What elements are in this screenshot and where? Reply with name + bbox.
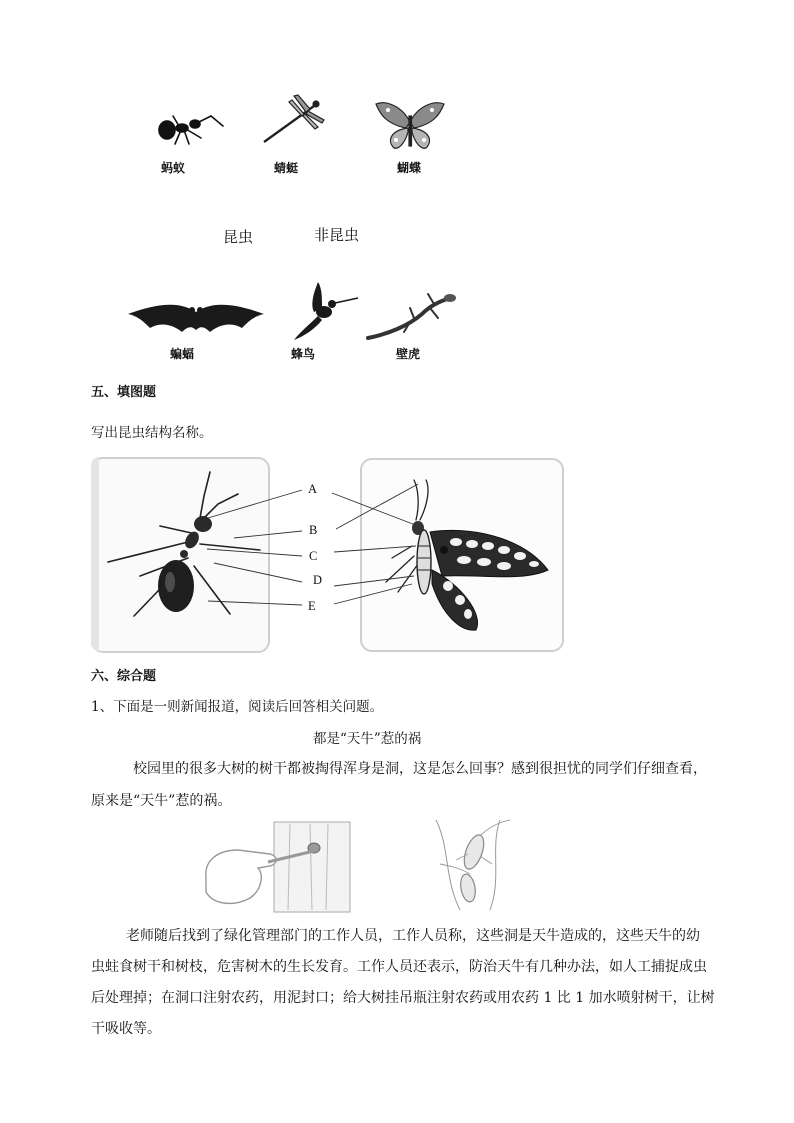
animal-label: 蝙蝠 [170, 347, 195, 361]
animal-label: 壁虎 [396, 347, 421, 361]
section-heading: 五、填图题 [91, 385, 157, 400]
paragraph-line: 校园里的很多大树的树干都被掏得浑身是洞，这是怎么回事？感到很担忧的同学们仔细查看， [133, 761, 707, 777]
tree-trunk-hand-icon [200, 820, 360, 912]
article-title: 都是“天牛”惹的祸 [313, 731, 422, 747]
animal-label: 蜂鸟 [291, 347, 316, 361]
animal-label: 蝴蝶 [397, 161, 422, 175]
paragraph-line: 原来是“天牛”惹的祸。 [91, 793, 232, 809]
paragraph-line: 干吸收等。 [91, 1021, 161, 1037]
category-non-insect: 非昆虫 [314, 226, 360, 244]
longhorn-beetle-icon [430, 818, 520, 910]
label-letter: B [309, 523, 318, 537]
label-letter: A [308, 482, 318, 496]
paragraph-line: 后处理掉；在洞口注射农药，用泥封口；给大树挂吊瓶注射农药或用农药 1 比 1 加水喷射树干，让树 [91, 990, 715, 1006]
category-insect: 昆虫 [223, 228, 254, 246]
section-heading: 六、综合题 [91, 669, 157, 684]
paragraph-line: 老师随后找到了绿化管理部门的工作人员，工作人员称，这些洞是天牛造成的，这些天牛的幼 [126, 928, 700, 944]
animal-label: 蚂蚁 [161, 161, 186, 175]
question-text: 1、下面是一则新闻报道，阅读后回答相关问题。 [91, 699, 384, 715]
instruction-text: 写出昆虫结构名称。 [91, 425, 213, 441]
label-letter: E [308, 599, 316, 613]
paragraph-line: 虫蛀食树干和树枝，危害树木的生长发育。工作人员还表示，防治天牛有几种办法，如人工捕捉成虫 [91, 959, 707, 975]
animal-label: 蜻蜓 [274, 161, 299, 175]
label-letter: D [313, 573, 323, 587]
label-letter: C [309, 549, 318, 563]
